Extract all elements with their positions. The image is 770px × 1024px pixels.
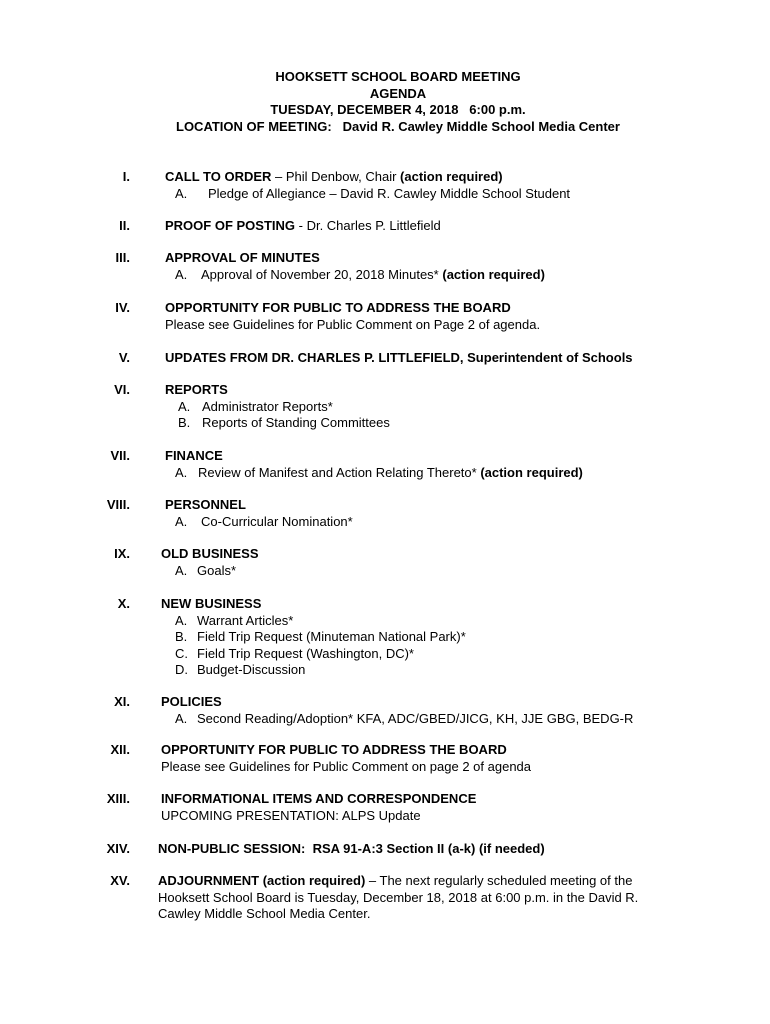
sub-letter: A. [175,710,188,726]
item-note: Please see Guidelines for Public Comment on Page 2 of agenda. [165,316,541,332]
sub-text: Approval of November 20, 2018 Minutes* [201,266,443,282]
item-title: ADJOURNMENT (action required) [158,873,366,888]
item-number: II. [119,218,130,233]
sub-letter: A. [175,612,188,628]
sub-text: Field Trip Request (Washington, DC)* [197,645,414,661]
item-title: NON-PUBLIC SESSION: RSA 91-A:3 Section II (a-k) (if needed) [158,841,545,856]
sub-letter: A. [175,562,188,578]
sub-text: Administrator Reports* [202,398,333,414]
item-number: III. [115,250,130,265]
item-number: XIII. [106,791,130,806]
item-number: I. [122,169,130,184]
sub-text: Review of Manifest and Action Relating Thereto* [198,464,481,480]
action-required: (action required) [442,266,545,282]
item-number: VII. [110,448,130,463]
sub-letter: B. [178,415,191,430]
item-title: APPROVAL OF MINUTES [165,250,320,265]
item-number: X. [117,596,130,611]
sub-letter: C. [175,645,188,661]
item-note: UPCOMING PRESENTATION: ALPS Update [161,807,421,823]
item-title: NEW BUSINESS [161,596,262,611]
item-number: XIV. [106,841,130,856]
sub-letter: A. [175,513,188,529]
sub-letter: B. [175,629,188,644]
item-number: IV. [115,300,130,315]
item-title: OPPORTUNITY FOR PUBLIC TO ADDRESS THE BOARD [165,300,511,315]
meeting-title: HOOKSETT SCHOOL BOARD MEETING [275,69,521,84]
sub-letter: A. [175,464,188,480]
item-detail: - Dr. Charles P. Littlefield [295,218,441,233]
sub-text: Warrant Articles* [197,612,294,628]
item-detail-line-3: Cawley Middle School Media Center. [158,906,371,921]
item-title: OLD BUSINESS [161,546,259,561]
item-title: PERSONNEL [165,497,246,512]
item-title: INFORMATIONAL ITEMS AND CORRESPONDENCE [161,791,477,806]
sub-letter: A. [175,185,188,201]
sub-letter: A. [178,398,191,414]
item-title: REPORTS [165,382,228,397]
item-number: XII. [110,742,130,757]
sub-text: Reports of Standing Committees [202,415,390,430]
item-number: V. [118,350,130,365]
item-number: VI. [114,382,130,397]
meeting-location: LOCATION OF MEETING: David R. Cawley Middle School Media Center [176,118,620,134]
sub-text: Budget-Discussion [197,662,306,677]
item-title: UPDATES FROM DR. CHARLES P. LITTLEFIELD, Superintendent of Schools [165,350,633,365]
agenda-header [0,69,770,135]
action-required: (action required) [480,464,583,480]
item-number: XI. [114,694,130,709]
sub-text: Pledge of Allegiance – David R. Cawley Middle School Student [208,185,571,201]
meeting-date: TUESDAY, DECEMBER 4, 2018 6:00 p.m. [270,102,526,117]
sub-letter: A. [175,266,188,282]
item-note: Please see Guidelines for Public Comment on page 2 of agenda [161,758,532,774]
sub-letter: D. [175,662,188,677]
agenda-label: AGENDA [369,85,427,101]
item-number: IX. [114,546,130,561]
item-number: VIII. [106,497,130,512]
item-title: OPPORTUNITY FOR PUBLIC TO ADDRESS THE BOARD [161,742,507,757]
sub-text: Field Trip Request (Minuteman National Park)* [197,629,466,644]
sub-text: Co-Curricular Nomination* [201,513,353,529]
item-title: PROOF OF POSTING [165,218,296,233]
item-detail: – Phil Denbow, Chair [271,169,401,184]
sub-text: Goals* [197,562,237,578]
item-title: CALL TO ORDER [165,169,272,184]
item-title: POLICIES [161,694,222,709]
item-detail: – The next regularly scheduled meeting of the [365,873,633,888]
action-required: (action required) [400,169,503,184]
item-number: XV. [110,873,130,888]
item-title: FINANCE [165,448,223,463]
item-detail-line-2: Hooksett School Board is Tuesday, December 18, 2018 at 6:00 p.m. in the David R. [158,889,639,905]
sub-text: Second Reading/Adoption* KFA, ADC/GBED/JICG, KH, JJE GBG, BEDG-R [197,710,634,726]
